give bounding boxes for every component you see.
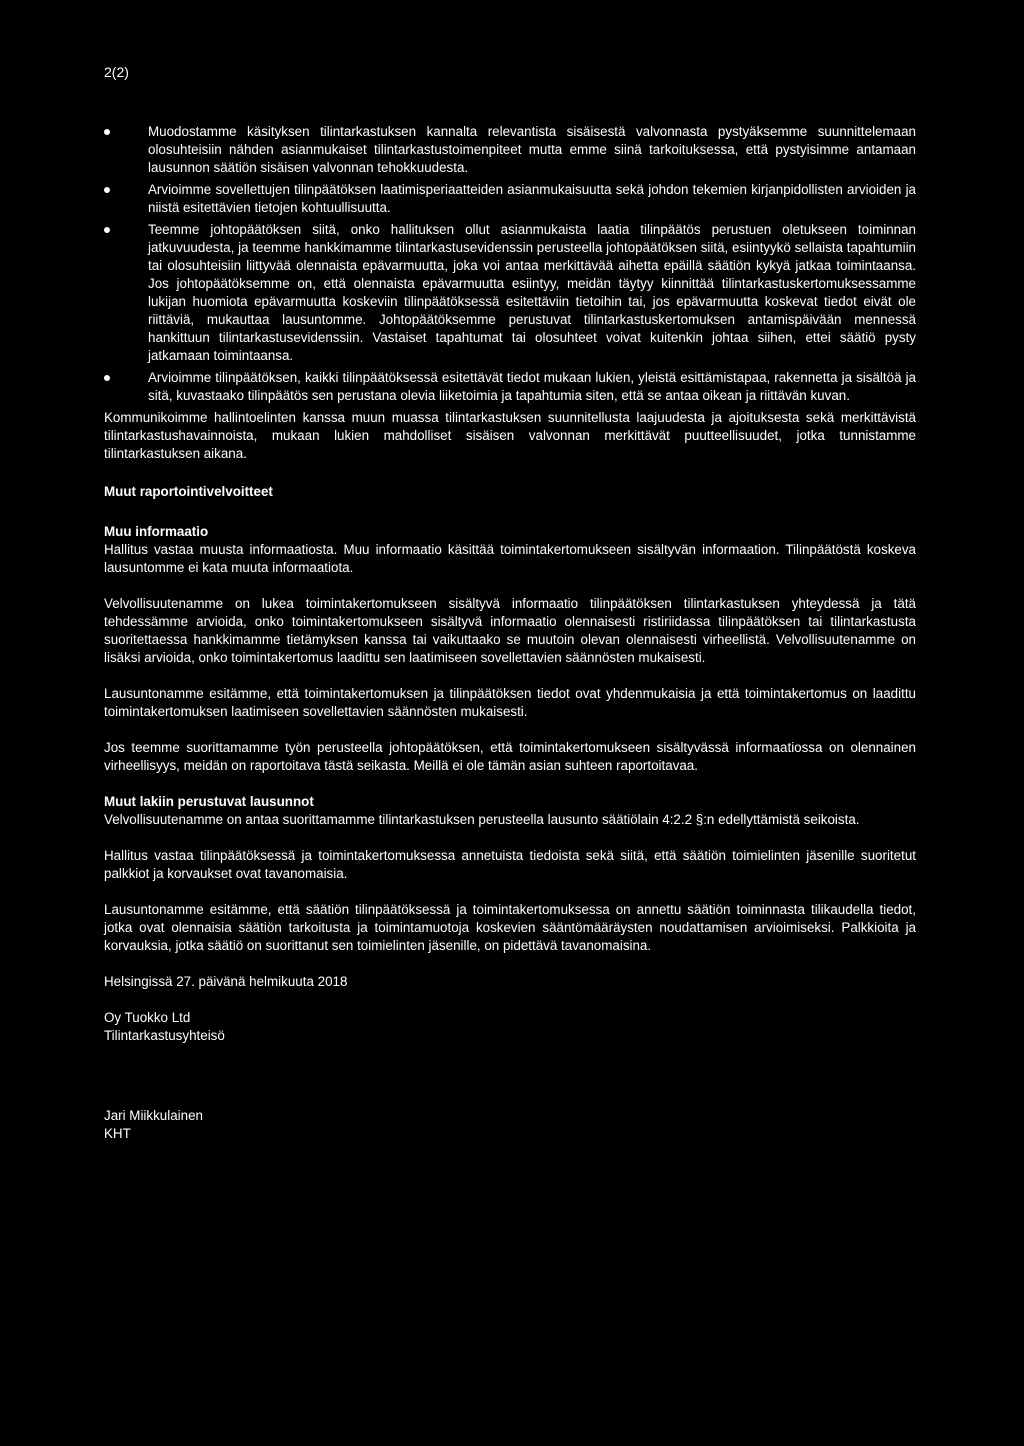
page-number: 2(2) (104, 64, 129, 80)
other-info-paragraph: Hallitus vastaa muusta informaatiosta. Muu informaatio käsittää toimintakertomukseen sisältyvän informaation. Tilinpäätöstä koskeva lausuntomme ei kata muuta informaatiota. (104, 542, 916, 575)
other-reporting-heading: Muut raportointivelvoitteet (104, 484, 273, 499)
statutory-paragraph-2: Hallitus vastaa tilinpäätöksessä ja toimintakertomuksessa annetuista tiedoista sekä siitä, että säätiön toimielinten jäsenille suoritetut palkkiot ja korvaukset ovat tavanomaisia. (104, 848, 916, 881)
place-date: Helsingissä 27. päivänä helmikuuta 2018 (104, 974, 348, 989)
bullet-text: Arvioimme sovellettujen tilinpäätöksen laatimisperiaatteiden asianmukaisuutta sekä johdon tekemien kirjanpidollisten arvioiden ja niistä esitettävien tietojen kohtuullisuutta. (148, 182, 916, 215)
responsibilities-bullet-list (104, 123, 916, 405)
signature-block (104, 955, 916, 1143)
bullet-icon (104, 375, 110, 381)
bullet-icon (104, 129, 110, 135)
signer-name: Jari Miikkulainen (104, 1108, 203, 1123)
misstatement-paragraph: Jos teemme suorittamamme työn perusteella johtopäätöksen, että toimintakertomukseen sisältyvässä informaatiossa on olennainen virheellisyys, meidän on raportoitava tästä seikasta. Meillä ei ole tämän asian suhteen raportoitavaa. (104, 740, 916, 773)
statutory-paragraph-3: Lausuntonamme esitämme, että säätiön tilinpäätöksessä ja toimintakertomuksessa on annettu säätiön toiminnasta tilikaudella tiedot, jotka ovat olennaisia säätiön tarkoitusta ja toimintamuotoja koskevien sääntömääräysten noudattamisen arvioimiseksi. Palkkioita ja korvauksia, jotka säätiö on suorittanut sen toimielinten jäsenille, on pidettävä tavanomaisina. (104, 902, 916, 953)
list-item (104, 181, 916, 217)
duty-paragraph: Velvollisuutenamme on lukea toimintakertomukseen sisältyvä informaatio tilinpäätöksen tilintarkastuksen yhteydessä ja tätä tehdessämme arvioida, onko toimintakertomukseen sisältyvä informaatio olennaisesti ristiriidassa tilinpäätöksen tai tilintarkastusta suoritettaessa hankkimamme tietämyksen kanssa tai vaikuttaako se muutoin olevan olennaisesti virheellistä. Velvollisuutenamme on lisäksi arvioida, onko toimintakertomus laadittu sen laatimiseen sovellettavien säännösten mukaisesti. (104, 596, 916, 665)
bullet-text: Muodostamme käsityksen tilintarkastuksen kannalta relevantista sisäisestä valvonnasta pystyäksemme suunnittelemaan olosuhteisiin nähden asianmukaiset tilintarkastustoimenpiteet mutta emme siinä tarkoituksessa, että pystyisimme antamaan lausunnon säätiön sisäisen valvonnan tehokkuudesta. (148, 124, 916, 175)
bullet-text: Teemme johtopäätöksen siitä, onko hallituksen ollut asianmukaista laatia tilinpäätös perustuen oletukseen toiminnan jatkuvuudesta, ja teemme hankkimamme tilintarkastusevidenssin perusteella johtopäätöksen siitä, esiintyykö sellaista tapahtumiin tai olosuhteisiin liittyvää olennaista epävarmuutta, joka voi antaa merkittävää aihetta epäillä säätiön kykyä jatkaa toimintaansa. Jos johtopäätöksemme on, että olennaista epävarmuutta esiintyy, meidän täytyy kiinnittää tilintarkastuskertomuksessamme lukijan huomiota epävarmuutta koskeviin tilinpäätöksessä esitettäviin tietoihin tai, jos epävarmuutta koskevat tiedot eivät ole riittäviä, mukauttaa lausuntomme. Johtopäätöksemme perustuvat tilintarkastuskertomuksen antamispäivään mennessä hankittuun tilintarkastusevidenssiin. Vastaiset tapahtumat tai olosuhteet voivat kuitenkin johtaa siihen, ettei säätiö pysty jatkamaan toimintaansa. (148, 222, 916, 363)
bullet-text: Arvioimme tilinpäätöksen, kaikki tilinpäätöksessä esitettävät tiedot mukaan lukien, yleistä esittämistapaa, rakennetta ja sisältöä ja sitä, kuvastaako tilinpäätös sen perustana olevia liiketoimia ja tapahtumia siten, että se antaa oikean ja riittävän kuvan. (148, 370, 916, 403)
signer-title: KHT (104, 1126, 131, 1141)
list-item (104, 369, 916, 405)
list-item (104, 221, 916, 365)
firm-name: Oy Tuokko Ltd (104, 1010, 191, 1025)
list-item (104, 123, 916, 177)
document-body (104, 123, 916, 1143)
statutory-paragraph-1: Velvollisuutenamme on antaa suorittamamme tilintarkastuksen perusteella lausunto säätiölain 4:2.2 §:n edellyttämistä seikoista. (104, 812, 860, 827)
statutory-heading: Muut lakiin perustuvat lausunnot (104, 794, 314, 809)
other-info-heading: Muu informaatio (104, 524, 209, 539)
opinion-paragraph: Lausuntonamme esitämme, että toimintakertomuksen ja tilinpäätöksen tiedot ovat yhdenmukaisia ja että toimintakertomus on laadittu toimintakertomuksen laatimiseen sovellettavien säännösten mukaisesti. (104, 686, 916, 719)
bullet-icon (104, 187, 110, 193)
bullet-icon (104, 227, 110, 233)
firm-type: Tilintarkastusyhteisö (104, 1028, 225, 1043)
communication-paragraph: Kommunikoimme hallintoelinten kanssa muun muassa tilintarkastuksen suunnitellusta laajuudesta ja ajoituksesta sekä merkittävistä tilintarkastushavainnoista, mukaan lukien mahdolliset sisäisen valvonnan merkittävät puutteellisuudet, jotka tunnistamme tilintarkastuksen aikana. (104, 410, 916, 461)
